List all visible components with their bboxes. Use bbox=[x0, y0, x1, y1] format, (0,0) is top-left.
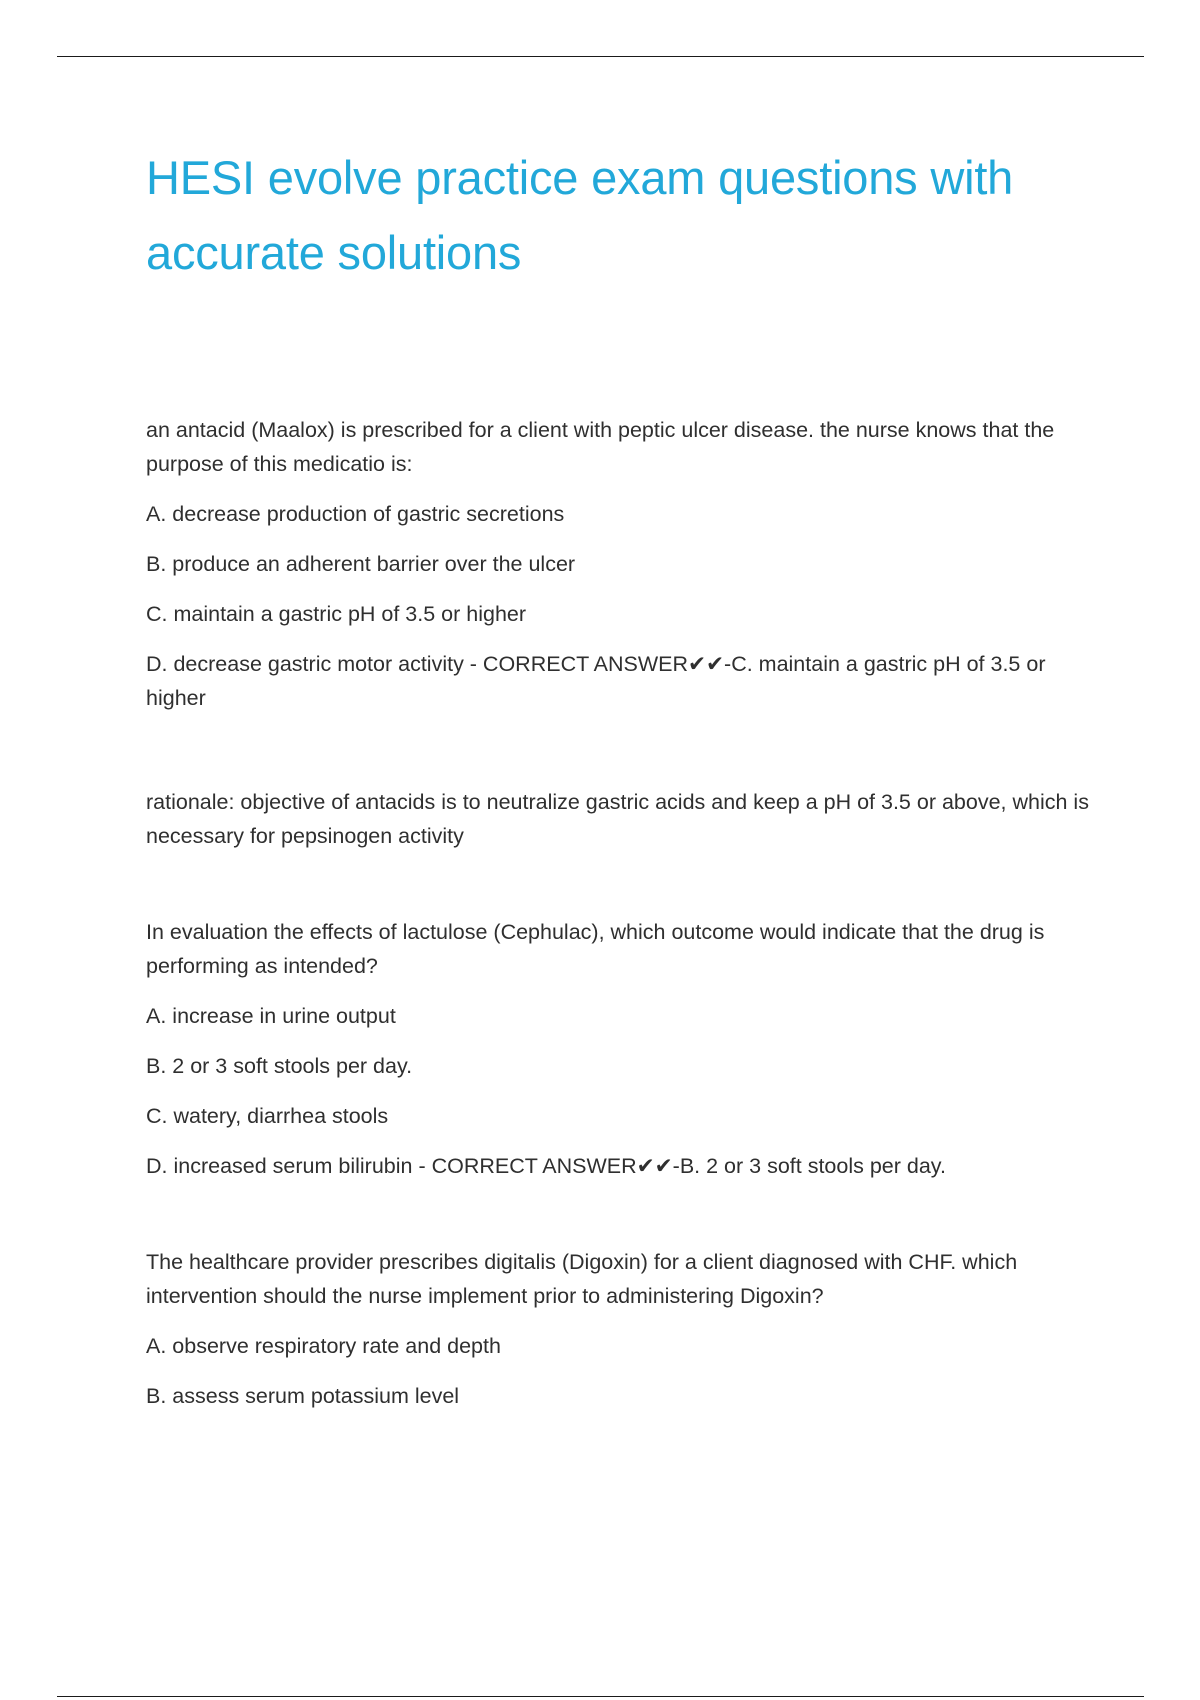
answer-option-a: A. increase in urine output bbox=[146, 1004, 396, 1028]
question-2 bbox=[146, 915, 1091, 1183]
answer-option-b: B. 2 or 3 soft stools per day. bbox=[146, 1054, 413, 1078]
answer-option-c: C. watery, diarrhea stools bbox=[146, 1104, 389, 1128]
question-stem: an antacid (Maalox) is prescribed for a client with peptic ulcer disease. the nurse knows that the purpose of this medicatio is: bbox=[146, 418, 1055, 476]
answer-option-a: A. observe respiratory rate and depth bbox=[146, 1334, 501, 1358]
answer-option-d: D. decrease gastric motor activity - CORRECT ANSWER✔✔-C. maintain a gastric pH of 3.5 or higher bbox=[146, 652, 1046, 710]
answer-option-b: B. produce an adherent barrier over the ulcer bbox=[146, 552, 576, 576]
rationale-text: rationale: objective of antacids is to neutralize gastric acids and keep a pH of 3.5 or above, which is necessary for pepsinogen activity bbox=[146, 790, 1089, 848]
top-divider bbox=[57, 56, 1144, 57]
answer-option-a: A. decrease production of gastric secretions bbox=[146, 502, 565, 526]
document-title: HESI evolve practice exam questions with accurate solutions bbox=[146, 151, 1014, 279]
question-stem: In evaluation the effects of lactulose (Cephulac), which outcome would indicate that the drug is performing as intended? bbox=[146, 920, 1045, 978]
answer-option-d: D. increased serum bilirubin - CORRECT ANSWER✔✔-B. 2 or 3 soft stools per day. bbox=[146, 1154, 946, 1178]
question-3 bbox=[146, 1245, 1091, 1413]
answer-option-b: B. assess serum potassium level bbox=[146, 1384, 460, 1408]
bottom-divider bbox=[57, 1696, 1144, 1697]
answer-option-c: C. maintain a gastric pH of 3.5 or higher bbox=[146, 602, 527, 626]
question-stem: The healthcare provider prescribes digitalis (Digoxin) for a client diagnosed with CHF. which intervention should the nurse implement prior to administering Digoxin? bbox=[146, 1250, 1018, 1308]
document-body bbox=[146, 140, 1091, 1465]
question-1 bbox=[146, 413, 1091, 853]
